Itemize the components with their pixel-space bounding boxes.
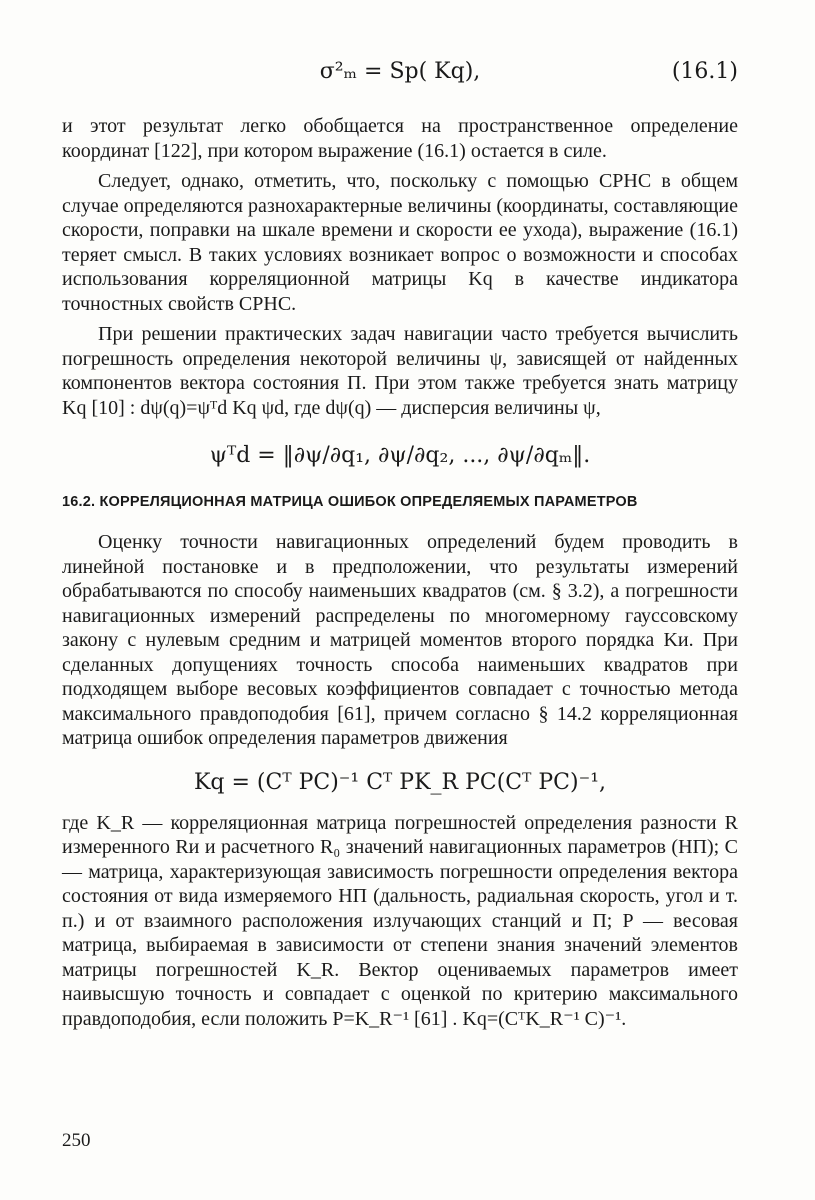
formula-16-1 [62, 58, 738, 94]
equation-number: (16.1) [671, 59, 738, 84]
page-number: 250 [62, 1130, 91, 1151]
paragraph-3: При решении практических задач навигации часто требуется вычислить погрешность определения некоторой величины ψ, зависящей от найденных компонентов вектора состояния П. При этом также требуется знать матрицу Kq [10] : dψ(q)=ψᵀd Kq ψd, где dψ(q) — дисперсия величины ψ, [62, 323, 738, 419]
formula-psi-d-body: ψᵀd = ‖∂ψ/∂q₁, ∂ψ/∂q₂, ..., ∂ψ/∂qₘ‖. [209, 443, 591, 468]
formula-16-1-body: σ²ₘ = Sp( Kq), [319, 59, 481, 84]
paragraph-5: где K_R — корреляционная матрица погрешностей определения разности R измеренного Rи и расчетного R₀ значений навигационных параметров (НП); C — матрица, характеризующая зависимость погрешности определения вектора состояния от вида измеряемого НП (дальность, радиальная скорость, угол и т. п.) и от взаимного расположения излучающих станций и П; P — весовая матрица, выбираемая в зависимости от степени знания значений элементов матрицы погрешностей K_R. Вектор оцениваемых параметров имеет наивысшую точность и совпадает с оценкой по критерию максимального правдоподобия, если положить P=K_R⁻¹ [61] . Kq=(CᵀK_R⁻¹ C)⁻¹. [62, 811, 738, 1030]
paragraph-4: Оценку точности навигационных определений будем проводить в линейной постановке и в предположении, что результаты измерений обрабатываются по способу наименьших квадратов (см. § 3.2), а погрешности навигационных измерений распределены по многомерному гауссовскому закону с нулевым средним и матрицей моментов второго порядка Kи. При сделанных допущениях точность способа наименьших квадратов при подходящем выборе весовых коэффициентов совпадает с точностью метода максимального правдоподобия [61], причем согласно § 14.2 корреляционная матрица ошибок определения параметров движения [62, 531, 738, 749]
page-content [62, 58, 738, 1031]
paragraph-1: и этот результат легко обобщается на пространственное определение координат [122], при котором выражение (16.1) остается в силе. [62, 115, 738, 162]
section-title: 16.2. КОРРЕЛЯЦИОННАЯ МАТРИЦА ОШИБОК ОПРЕДЕЛЯЕМЫХ ПАРАМЕТРОВ [62, 494, 638, 510]
paragraph-2: Следует, однако, отметить, что, поскольку с помощью СРНС в общем случае определяются разнохарактерные величины (координаты, составляющие скорости, поправки на шкале времени и скорости ее ухода), выражение (16.1) теряет смысл. В таких условиях возникает вопрос о возможности и способах использования корреляционной матрицы Kq в качестве индикатора точностных свойств СРНС. [62, 170, 738, 315]
formula-kq [62, 769, 738, 803]
formula-kq-body: Kq = (Cᵀ PC)⁻¹ Cᵀ PK_R PC(Cᵀ PC)⁻¹, [193, 769, 607, 795]
formula-psi-d [62, 442, 738, 476]
